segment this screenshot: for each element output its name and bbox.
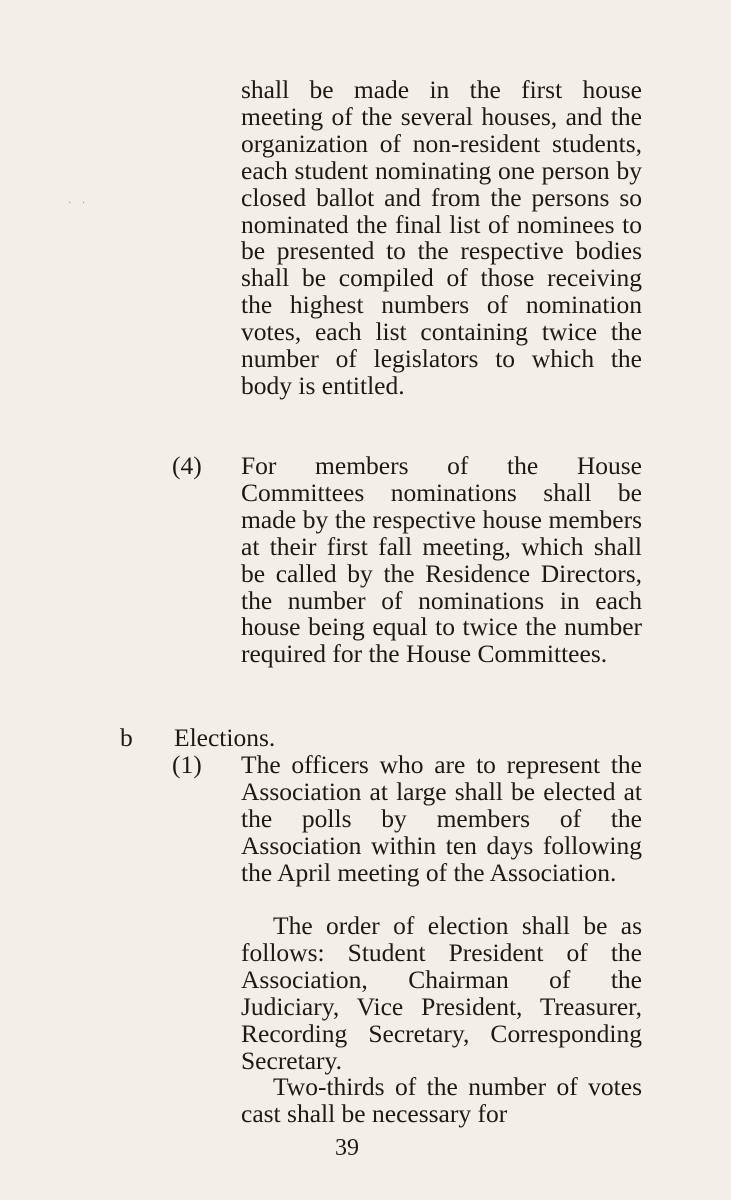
item-4-text: For members of the House Committees nominations shall be made by the respective house members at their first fall meeting, which shall be called by the Residence Directors, the number of nominations in each house being equal to twice the number required for the House Committees. — [241, 451, 642, 669]
election-order-paragraph: The order of election shall be as follows: Student President of the Association, Chairman of the Judiciary, Vice President, Treasurer, Recording Secretary, Corresponding Secretary. — [241, 911, 642, 1075]
item-1-marker: (1) — [172, 750, 202, 779]
section-b-heading: Elections. — [174, 723, 276, 752]
intro-paragraph: shall be made in the first house meeting of the several houses, and the organization of non-resident students, each student nominating one person by closed ballot and from the persons so nominated the final list of nominees to be presented to the respective bodies shall be compiled of those receiving the highest numbers of nomination votes, each list containing twice the number of legislators to which the body is entitled. — [241, 75, 642, 400]
two-thirds-paragraph: Two-thirds of the number of votes cast shall be necessary for — [241, 1072, 642, 1128]
item-4-marker: (4) — [172, 451, 202, 480]
item-1-text: The officers who are to represent the Association at large shall be elected at the polls by members of the Association within ten days following the April meeting of the Association. — [241, 750, 642, 887]
paper-speck: · · — [68, 198, 90, 209]
page-number: 39 — [335, 1135, 359, 1161]
section-b-marker: b — [120, 723, 133, 752]
